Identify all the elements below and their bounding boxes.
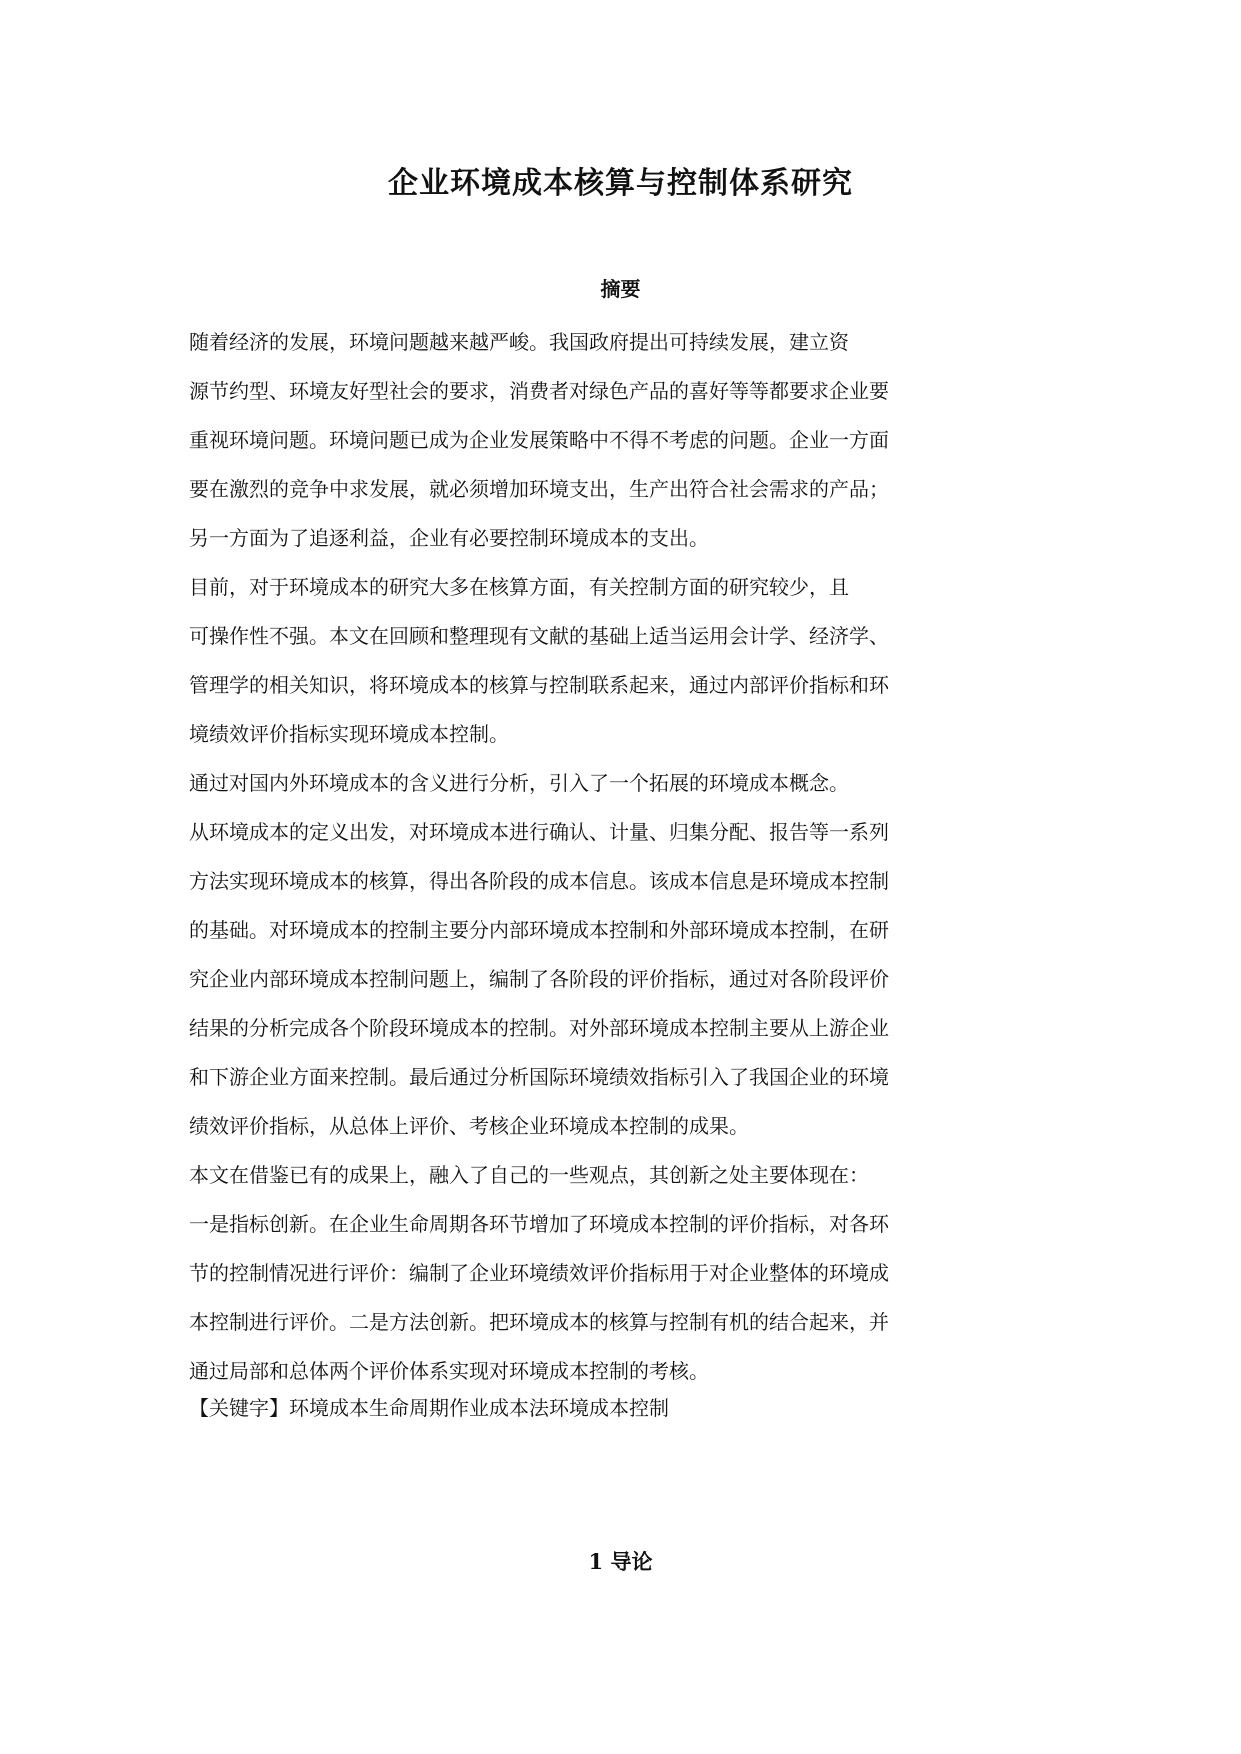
section-heading: 1 导论 bbox=[588, 1549, 653, 1574]
abstract-line: 从环境成本的定义出发，对环境成本进行确认、计量、归集分配、报告等一系列 bbox=[189, 820, 889, 844]
abstract-line: 和下游企业方面来控制。最后通过分析国际环境绩效指标引入了我国企业的环境 bbox=[189, 1065, 889, 1089]
abstract-line: 另一方面为了追逐利益，企业有必要控制环境成本的支出。 bbox=[189, 526, 709, 550]
abstract-line: 通过局部和总体两个评价体系实现对环境成本控制的考核。 bbox=[189, 1359, 709, 1383]
abstract-line: 可操作性不强。本文在回顾和整理现有文献的基础上适当运用会计学、经济学、 bbox=[189, 624, 889, 648]
document-title: 企业环境成本核算与控制体系研究 bbox=[388, 166, 853, 201]
abstract-line: 通过对国内外环境成本的含义进行分析，引入了一个拓展的环境成本概念。 bbox=[189, 771, 849, 795]
abstract-line: 本控制进行评价。二是方法创新。把环境成本的核算与控制有机的结合起来，并 bbox=[189, 1310, 889, 1334]
abstract-line: 的基础。对环境成本的控制主要分内部环境成本控制和外部环境成本控制，在研 bbox=[189, 918, 889, 942]
abstract-line: 节的控制情况进行评价：编制了企业环境绩效评价指标用于对企业整体的环境成 bbox=[189, 1261, 889, 1285]
keywords-line: 【关键字】环境成本生命周期作业成本法环境成本控制 bbox=[189, 1396, 669, 1420]
abstract-line: 究企业内部环境成本控制问题上，编制了各阶段的评价指标，通过对各阶段评价 bbox=[189, 967, 889, 991]
abstract-line: 结果的分析完成各个阶段环境成本的控制。对外部环境成本控制主要从上游企业 bbox=[189, 1016, 889, 1040]
abstract-line: 源节约型、环境友好型社会的要求，消费者对绿色产品的喜好等等都要求企业要 bbox=[189, 379, 889, 403]
abstract-heading: 摘要 bbox=[600, 277, 641, 301]
abstract-line: 要在激烈的竞争中求发展，就必须增加环境支出，生产出符合社会需求的产品； bbox=[189, 477, 889, 501]
abstract-line: 境绩效评价指标实现环境成本控制。 bbox=[189, 722, 509, 746]
abstract-line: 重视环境问题。环境问题已成为企业发展策略中不得不考虑的问题。企业一方面 bbox=[189, 428, 889, 452]
abstract-line: 一是指标创新。在企业生命周期各环节增加了环境成本控制的评价指标，对各环 bbox=[189, 1212, 889, 1236]
abstract-line: 本文在借鉴已有的成果上，融入了自己的一些观点，其创新之处主要体现在： bbox=[189, 1163, 869, 1187]
abstract-line: 随着经济的发展，环境问题越来越严峻。我国政府提出可持续发展，建立资 bbox=[189, 330, 849, 354]
abstract-line: 管理学的相关知识，将环境成本的核算与控制联系起来，通过内部评价指标和环 bbox=[189, 673, 889, 697]
abstract-line: 目前，对于环境成本的研究大多在核算方面，有关控制方面的研究较少，且 bbox=[189, 575, 849, 599]
abstract-line: 绩效评价指标，从总体上评价、考核企业环境成本控制的成果。 bbox=[189, 1114, 749, 1138]
abstract-line: 方法实现环境成本的核算，得出各阶段的成本信息。该成本信息是环境成本控制 bbox=[189, 869, 889, 893]
abstract-body bbox=[189, 318, 969, 1396]
